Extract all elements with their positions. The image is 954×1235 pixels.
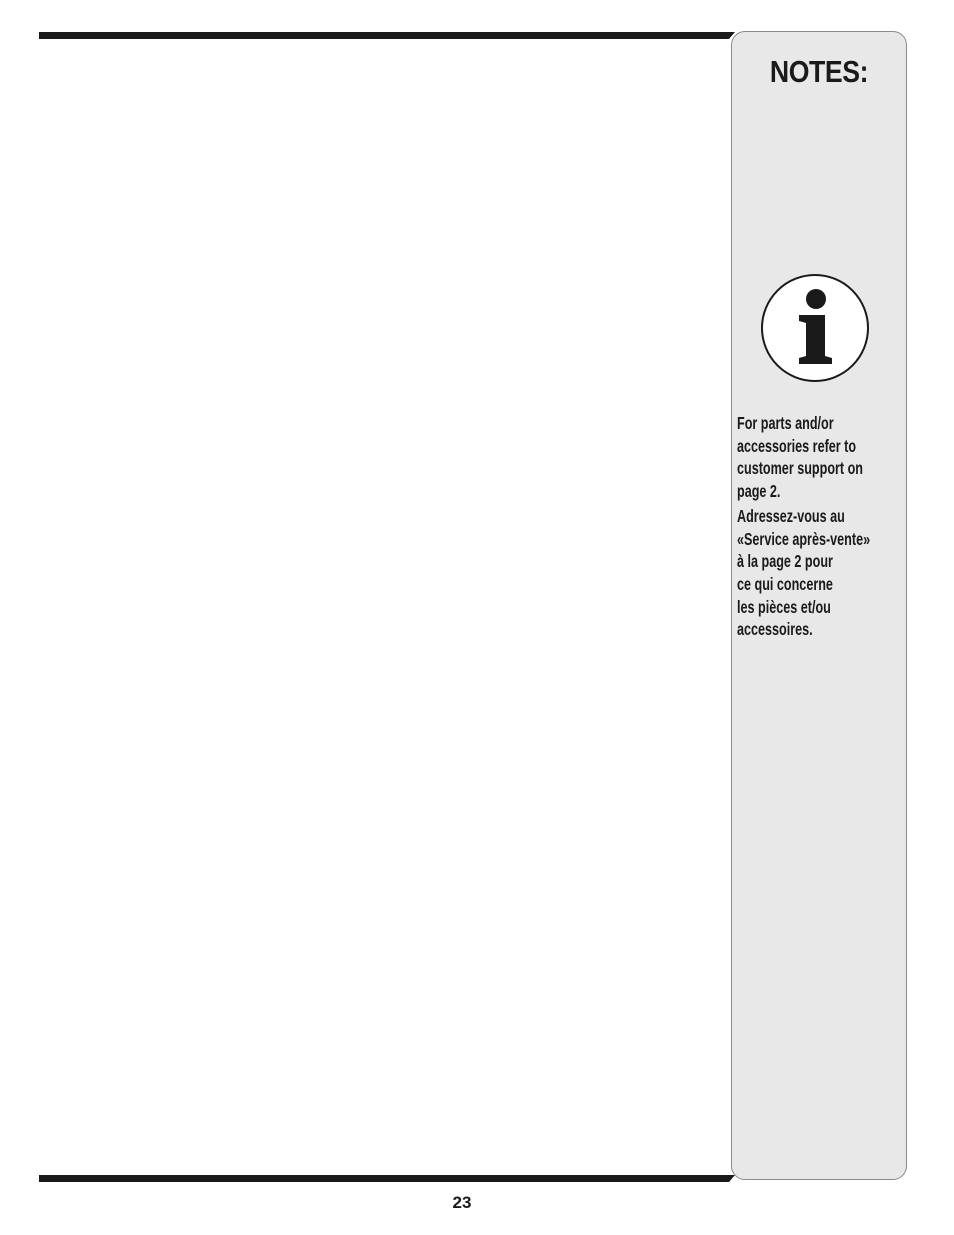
english-line: page 2. (737, 481, 781, 502)
notes-panel (731, 31, 907, 1180)
english-line: For parts and/or (737, 413, 834, 433)
bottom-rule (39, 1175, 729, 1182)
english-paragraph (737, 412, 910, 503)
english-line: accessories refer to (737, 435, 857, 456)
french-paragraph (737, 505, 910, 641)
french-line: Adressez-vous au (737, 505, 845, 526)
page-number: 23 (452, 1193, 472, 1212)
french-line: accessoires. (737, 619, 813, 640)
top-rule (39, 32, 729, 39)
info-icon (759, 272, 871, 384)
notes-title: NOTES: (769, 54, 869, 89)
french-line: ce qui concerne (737, 573, 833, 594)
french-line: à la page 2 pour (737, 551, 833, 572)
parts-info-text (737, 412, 910, 641)
french-line: les pièces et/ou (737, 596, 831, 617)
french-line: «Service après-vente» (737, 528, 871, 549)
english-line: customer support on (737, 458, 864, 479)
